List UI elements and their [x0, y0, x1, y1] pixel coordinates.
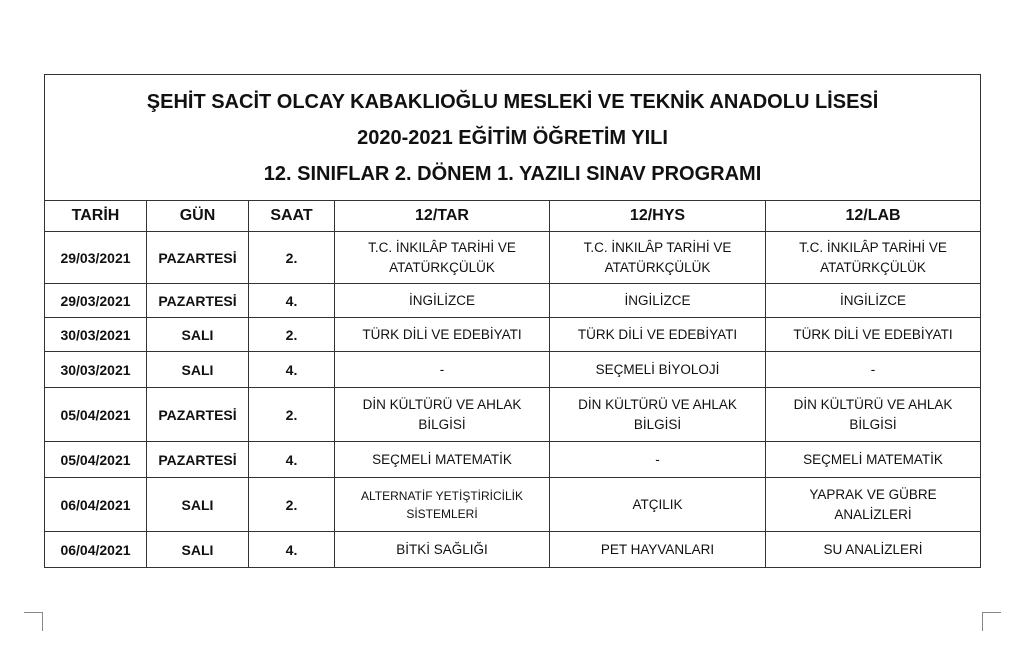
cell-day: SALI: [147, 478, 249, 532]
column-header-date: TARİH: [45, 201, 147, 232]
cell-day: SALI: [147, 352, 249, 388]
cell-day: SALI: [147, 318, 249, 352]
cell-12-tar: ALTERNATİF YETİŞTİRİCİLİK SİSTEMLERİ: [335, 478, 550, 532]
column-header-12-hys: 12/HYS: [550, 201, 766, 232]
column-header-row: [45, 201, 981, 232]
cell-date: 29/03/2021: [45, 284, 147, 318]
table-row: [45, 352, 981, 388]
cell-12-hys: İNGİLİZCE: [550, 284, 766, 318]
cell-slot: 4.: [249, 352, 335, 388]
cell-slot: 2.: [249, 318, 335, 352]
cell-day: PAZARTESİ: [147, 232, 249, 284]
cell-day: PAZARTESİ: [147, 388, 249, 442]
cell-slot: 2.: [249, 478, 335, 532]
table-row: [45, 318, 981, 352]
program-title: 12. SINIFLAR 2. DÖNEM 1. YAZILI SINAV PROGRAMI: [263, 162, 762, 185]
table-row: [45, 232, 981, 284]
cell-12-tar: -: [335, 352, 550, 388]
academic-year: 2020-2021 EĞİTİM ÖĞRETİM YILI: [357, 126, 668, 149]
table-row: [45, 532, 981, 568]
cell-12-hys: ATÇILIK: [550, 478, 766, 532]
table-row: [45, 388, 981, 442]
school-name: ŞEHİT SACİT OLCAY KABAKLIOĞLU MESLEKİ VE TEKNİK ANADOLU LİSESİ: [146, 90, 879, 113]
cell-date: 06/04/2021: [45, 478, 147, 532]
cell-12-tar: TÜRK DİLİ VE EDEBİYATI: [335, 318, 550, 352]
cell-12-tar: SEÇMELİ MATEMATİK: [335, 442, 550, 478]
cell-12-hys: -: [550, 442, 766, 478]
cell-slot: 2.: [249, 388, 335, 442]
exam-schedule-table: [44, 74, 981, 568]
cell-date: 30/03/2021: [45, 352, 147, 388]
cell-12-lab: T.C. İNKILÂP TARİHİ VE ATATÜRKÇÜLÜK: [766, 232, 981, 284]
cell-date: 05/04/2021: [45, 442, 147, 478]
cell-12-lab: DİN KÜLTÜRÜ VE AHLAK BİLGİSİ: [766, 388, 981, 442]
column-header-slot: SAAT: [249, 201, 335, 232]
cell-12-hys: PET HAYVANLARI: [550, 532, 766, 568]
cell-12-hys: TÜRK DİLİ VE EDEBİYATI: [550, 318, 766, 352]
cell-12-lab: YAPRAK VE GÜBRE ANALİZLERİ: [766, 478, 981, 532]
cell-slot: 4.: [249, 284, 335, 318]
cell-12-hys: T.C. İNKILÂP TARİHİ VE ATATÜRKÇÜLÜK: [550, 232, 766, 284]
cell-slot: 2.: [249, 232, 335, 284]
table-row: [45, 442, 981, 478]
cell-12-tar: DİN KÜLTÜRÜ VE AHLAK BİLGİSİ: [335, 388, 550, 442]
cell-date: 29/03/2021: [45, 232, 147, 284]
cell-12-lab: SEÇMELİ MATEMATİK: [766, 442, 981, 478]
page-corner-mark-right: [982, 612, 1001, 631]
cell-date: 06/04/2021: [45, 532, 147, 568]
cell-slot: 4.: [249, 532, 335, 568]
cell-12-lab: SU ANALİZLERİ: [766, 532, 981, 568]
cell-slot: 4.: [249, 442, 335, 478]
cell-day: SALI: [147, 532, 249, 568]
column-header-day: GÜN: [147, 201, 249, 232]
table-row: [45, 478, 981, 532]
cell-12-lab: -: [766, 352, 981, 388]
cell-12-tar: BİTKİ SAĞLIĞI: [335, 532, 550, 568]
cell-date: 30/03/2021: [45, 318, 147, 352]
table-row: [45, 284, 981, 318]
cell-12-hys: DİN KÜLTÜRÜ VE AHLAK BİLGİSİ: [550, 388, 766, 442]
column-header-12-lab: 12/LAB: [766, 201, 981, 232]
cell-12-hys: SEÇMELİ BİYOLOJİ: [550, 352, 766, 388]
title-block: [45, 75, 981, 201]
cell-12-tar: İNGİLİZCE: [335, 284, 550, 318]
cell-day: PAZARTESİ: [147, 284, 249, 318]
cell-day: PAZARTESİ: [147, 442, 249, 478]
cell-12-lab: TÜRK DİLİ VE EDEBİYATI: [766, 318, 981, 352]
cell-12-lab: İNGİLİZCE: [766, 284, 981, 318]
column-header-12-tar: 12/TAR: [335, 201, 550, 232]
page-corner-mark-left: [24, 612, 43, 631]
cell-date: 05/04/2021: [45, 388, 147, 442]
cell-12-tar: T.C. İNKILÂP TARİHİ VE ATATÜRKÇÜLÜK: [335, 232, 550, 284]
